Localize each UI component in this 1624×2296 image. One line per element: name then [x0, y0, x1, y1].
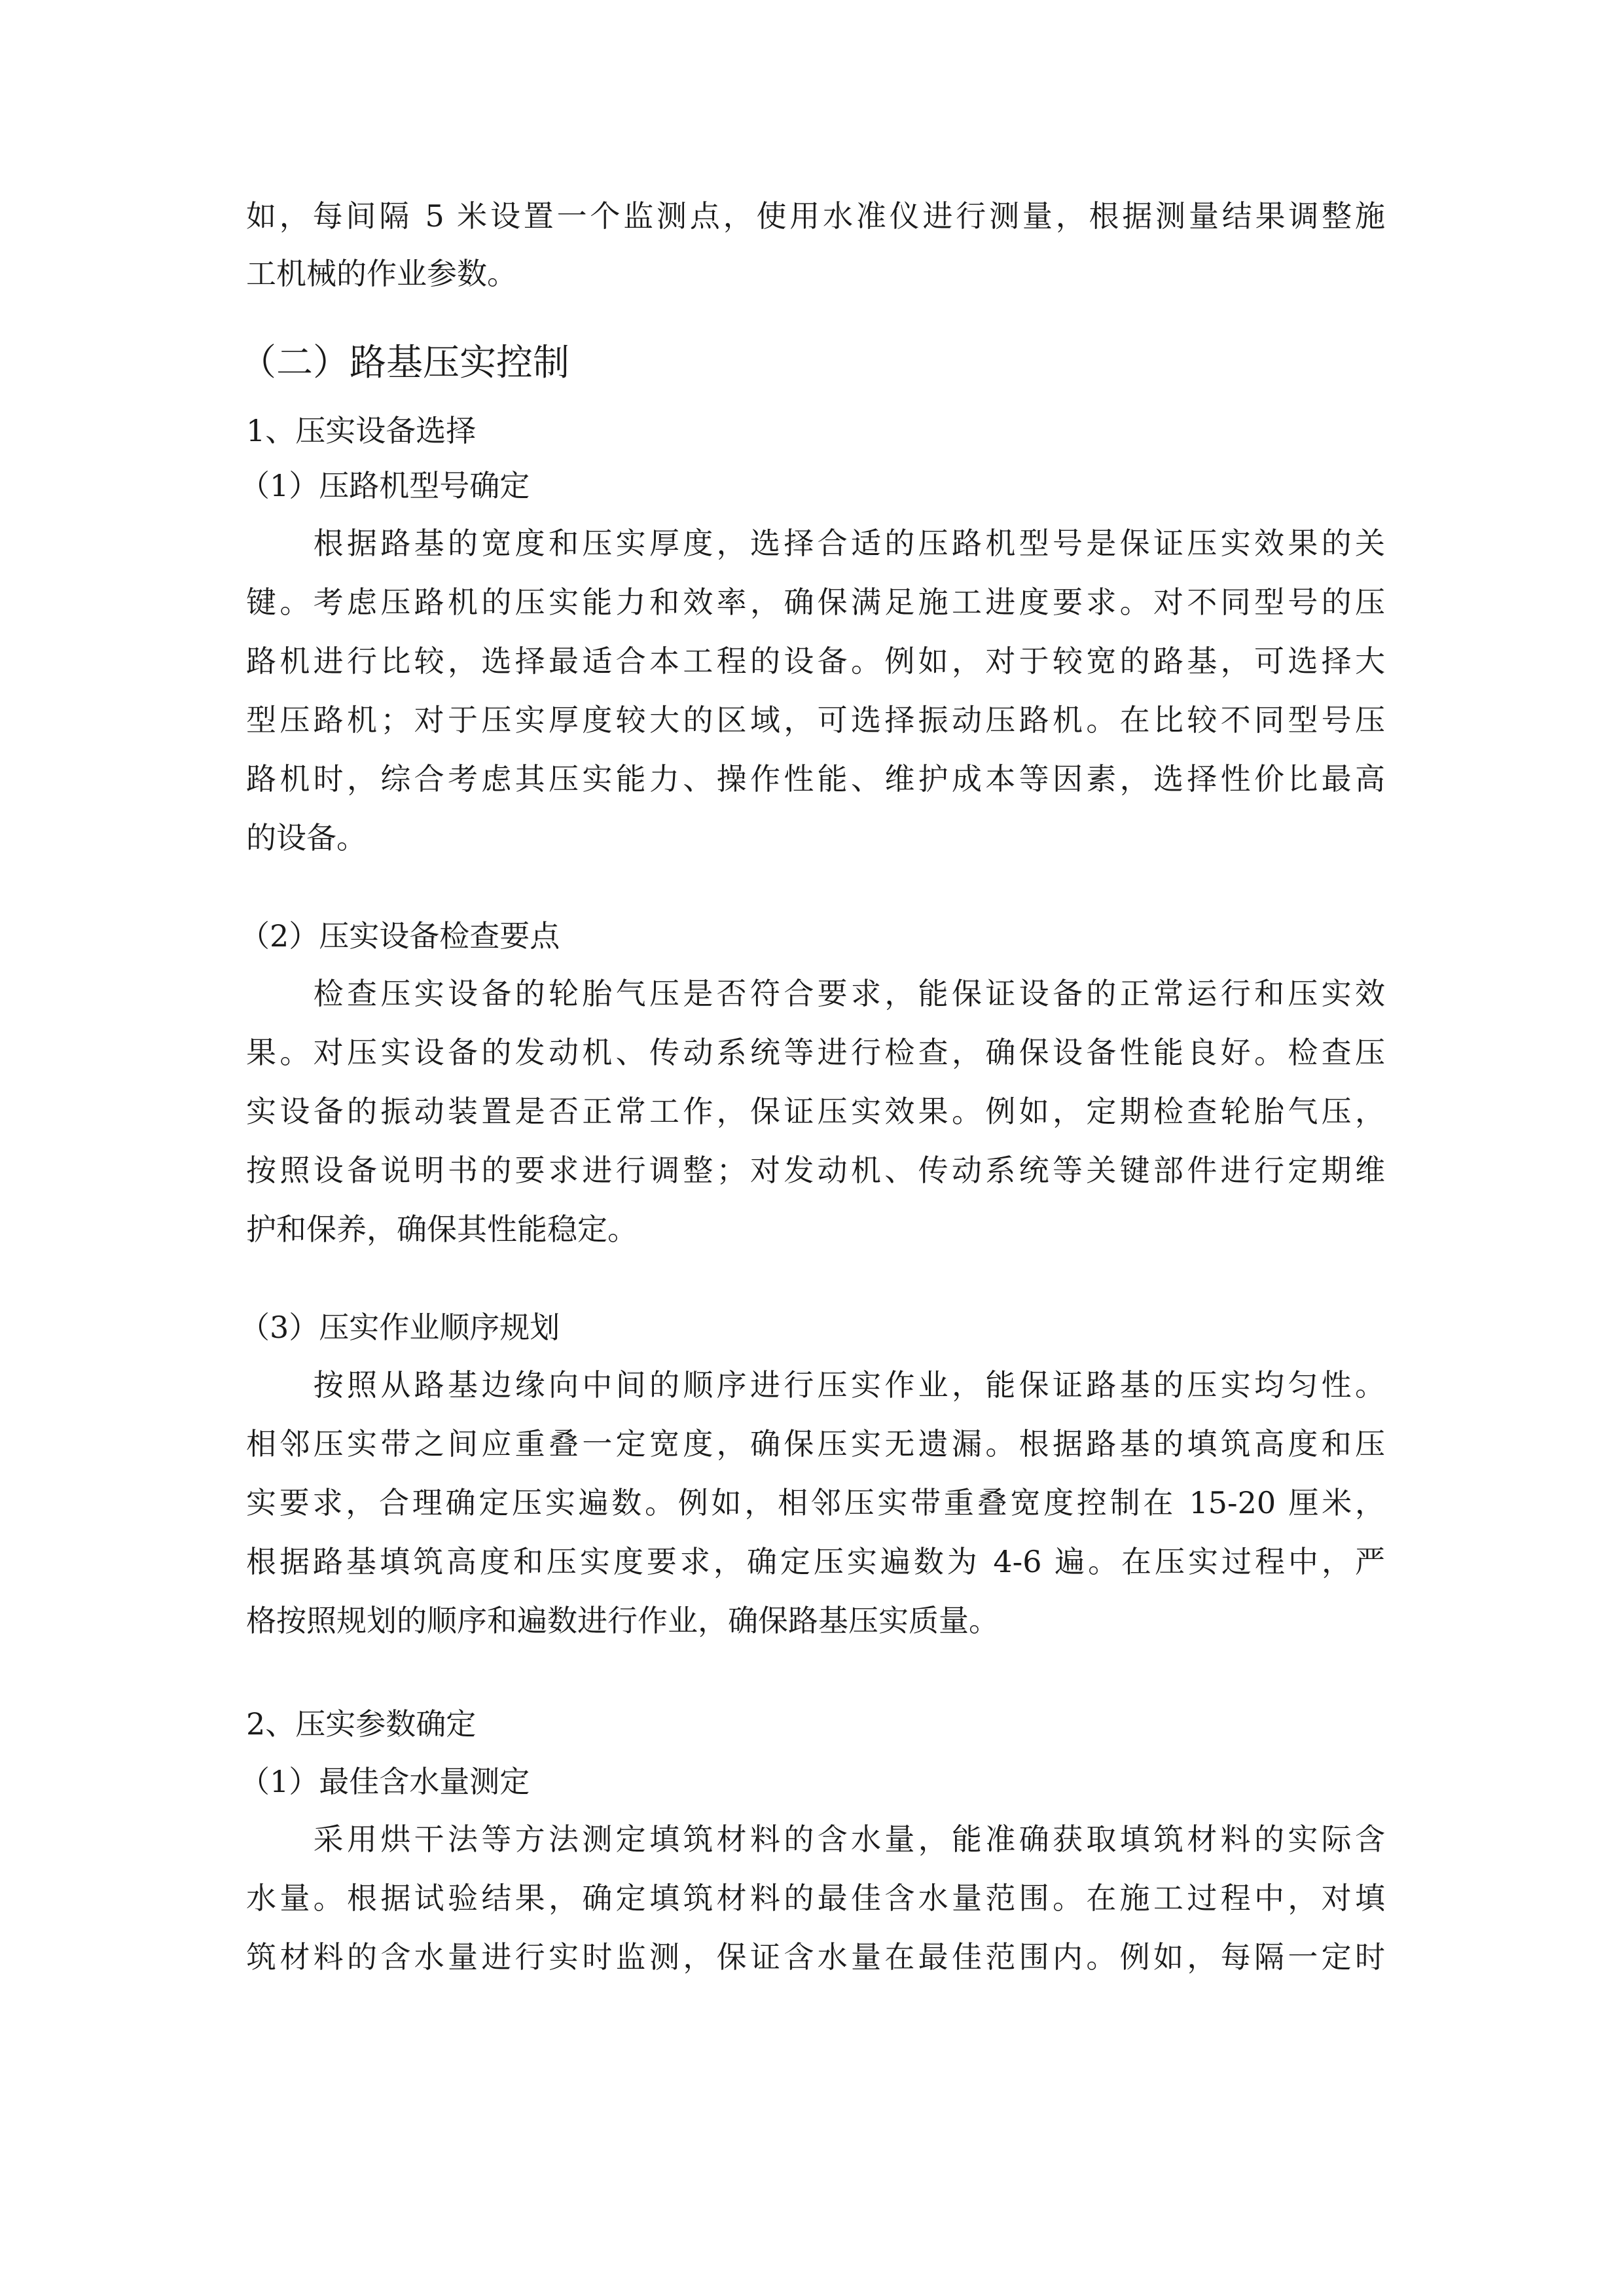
item3-line-4: 根据路基填筑高度和压实度要求，确定压实遍数为 4-6 遍。在压实过程中，严 — [246, 1544, 1385, 1579]
item2-line-3: 实设备的振动装置是否正常工作，保证压实效果。例如，定期检查轮胎气压， — [246, 1094, 1385, 1129]
section-heading: （二）路基压实控制 — [240, 342, 569, 384]
item-heading-1: （1）压路机型号确定 — [240, 468, 530, 503]
intro-line-2: 工机械的作业参数。 — [246, 256, 517, 291]
item-heading-3: （3）压实作业顺序规划 — [240, 1310, 560, 1345]
item1-line-4: 型压路机；对于压实厚度较大的区域，可选择振动压路机。在比较不同型号压 — [246, 702, 1385, 738]
item3-line-3: 实要求，合理确定压实遍数。例如，相邻压实带重叠宽度控制在 15-20 厘米， — [246, 1485, 1385, 1520]
item4-line-1: 采用烘干法等方法测定填筑材料的含水量，能准确获取填筑材料的实际含 — [246, 1821, 1385, 1857]
item-heading-4: （1）最佳含水量测定 — [240, 1764, 530, 1799]
item2-line-1: 检查压实设备的轮胎气压是否符合要求，能保证设备的正常运行和压实效 — [246, 976, 1385, 1011]
item3-line-1: 按照从路基边缘向中间的顺序进行压实作业，能保证路基的压实均匀性。 — [246, 1367, 1385, 1403]
item1-line-2: 键。考虑压路机的压实能力和效率，确保满足施工进度要求。对不同型号的压 — [246, 584, 1385, 620]
item1-line-6: 的设备。 — [246, 820, 367, 855]
subsection-heading-2: 2、压实参数确定 — [246, 1706, 477, 1742]
intro-line-1: 如，每间隔 5 米设置一个监测点，使用水准仪进行测量，根据测量结果调整施 — [246, 198, 1385, 234]
item4-line-3: 筑材料的含水量进行实时监测，保证含水量在最佳范围内。例如，每隔一定时 — [246, 1939, 1385, 1975]
item2-line-5: 护和保养，确保其性能稳定。 — [246, 1211, 638, 1247]
item-heading-2: （2）压实设备检查要点 — [240, 918, 560, 954]
item1-line-3: 路机进行比较，选择最适合本工程的设备。例如，对于较宽的路基，可选择大 — [246, 643, 1385, 679]
subsection-heading-1: 1、压实设备选择 — [246, 413, 477, 448]
item1-line-5: 路机时，综合考虑其压实能力、操作性能、维护成本等因素，选择性价比最高 — [246, 761, 1385, 797]
item3-line-2: 相邻压实带之间应重叠一定宽度，确保压实无遗漏。根据路基的填筑高度和压 — [246, 1426, 1385, 1462]
item2-line-4: 按照设备说明书的要求进行调整；对发动机、传动系统等关键部件进行定期维 — [246, 1153, 1385, 1188]
item3-line-5: 格按照规划的顺序和遍数进行作业，确保路基压实质量。 — [246, 1603, 999, 1638]
item2-line-2: 果。对压实设备的发动机、传动系统等进行检查，确保设备性能良好。检查压 — [246, 1035, 1385, 1070]
item4-line-2: 水量。根据试验结果，确定填筑材料的最佳含水量范围。在施工过程中，对填 — [246, 1880, 1385, 1916]
item1-line-1: 根据路基的宽度和压实厚度，选择合适的压路机型号是保证压实效果的关 — [246, 526, 1385, 561]
